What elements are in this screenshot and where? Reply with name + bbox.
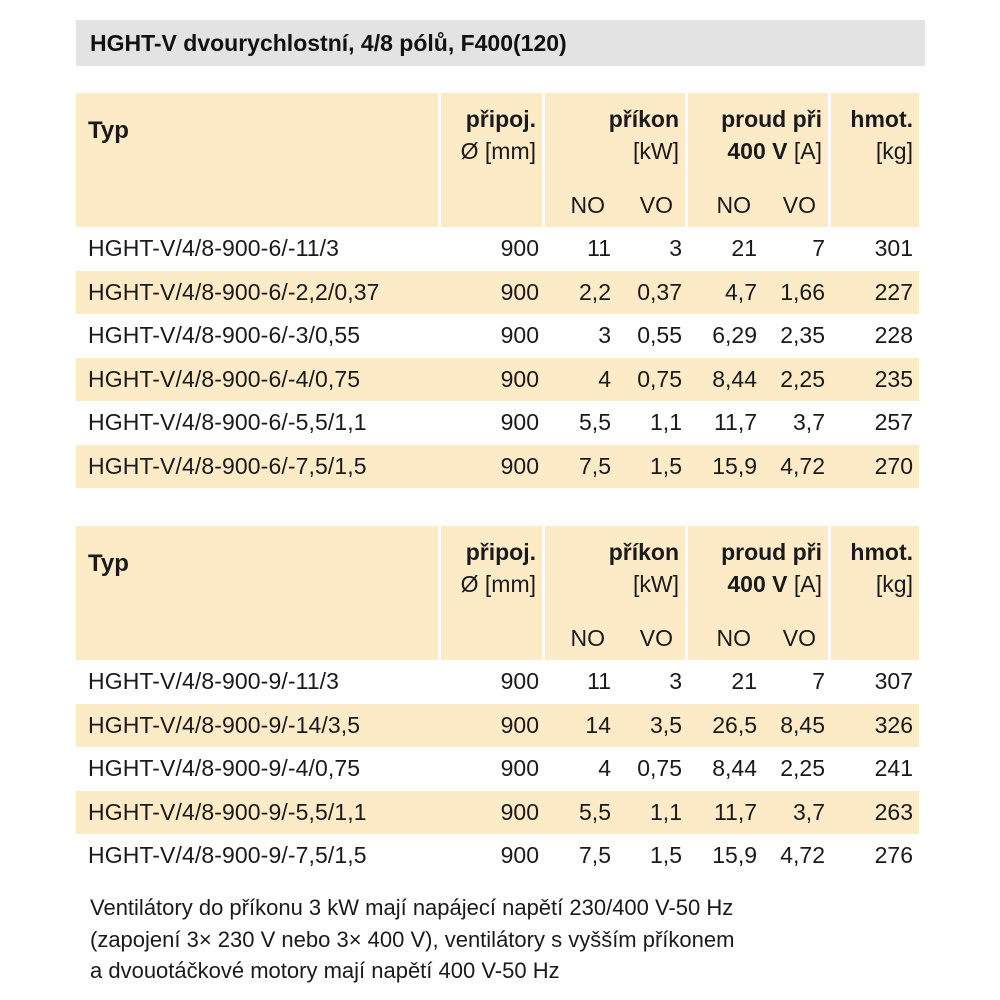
table-row <box>76 271 919 315</box>
cell-typ: HGHT-V/4/8-900-9/-14/3,5 <box>76 704 441 748</box>
cell-proud-no: 15,9 <box>688 445 763 489</box>
cell-hmot: 257 <box>874 409 913 436</box>
cell-typ: HGHT-V/4/8-900-6/-5,5/1,1 <box>88 409 367 436</box>
col-header-prikon-no: NO <box>545 183 617 227</box>
cell-proud-vo: 2,35 <box>780 322 825 349</box>
cell-typ: HGHT-V/4/8-900-6/-4/0,75 <box>76 358 441 402</box>
cell-proud-vo: 2,25 <box>780 755 825 782</box>
cell-hmot: 227 <box>831 271 919 315</box>
table-row <box>76 791 919 835</box>
table-row <box>76 358 919 402</box>
col-header-typ: Typ <box>76 526 441 660</box>
cell-prikon-vo: 0,75 <box>617 358 688 402</box>
cell-hmot: 276 <box>874 842 913 869</box>
footnote-line: (zapojení 3× 230 V nebo 3× 400 V), ventilátory s vyšším příkonem <box>90 926 735 952</box>
cell-pripoj: 900 <box>500 322 539 349</box>
cell-pripoj: 900 <box>441 358 545 402</box>
cell-prikon-vo: 1,5 <box>617 445 688 489</box>
cell-hmot: 263 <box>831 791 919 835</box>
cell-prikon-no: 14 <box>545 704 617 748</box>
cell-proud-vo: 7 <box>812 235 825 262</box>
cell-prikon-no: 11 <box>587 668 611 695</box>
cell-proud-no: 4,7 <box>688 271 763 315</box>
table-row <box>76 834 919 878</box>
cell-proud-vo: 3,7 <box>793 409 825 436</box>
cell-pripoj: 900 <box>441 791 545 835</box>
cell-prikon-no: 5,5 <box>579 409 611 436</box>
cell-proud-vo: 4,72 <box>780 842 825 869</box>
cell-proud-no: 21 <box>731 235 757 262</box>
spec-table-2 <box>76 526 919 878</box>
table-row <box>76 401 919 445</box>
cell-proud-no: 11,7 <box>688 791 763 835</box>
col-header-proud-vo: VO <box>763 616 831 660</box>
table-row <box>76 747 919 791</box>
col-header-proud-no: NO <box>688 183 763 227</box>
col-header-proud-vo: VO <box>763 183 831 227</box>
col-header-prikon: příkon [kW] <box>545 93 688 183</box>
cell-proud-vo: 2,25 <box>763 358 831 402</box>
col-header-hmot: hmot. [kg] <box>831 93 919 227</box>
col-header-typ: Typ <box>76 93 441 227</box>
table-row <box>76 704 919 748</box>
cell-hmot: 235 <box>831 358 919 402</box>
cell-prikon-no: 4 <box>545 358 617 402</box>
cell-hmot: 228 <box>874 322 913 349</box>
cell-pripoj: 900 <box>500 842 539 869</box>
cell-hmot: 241 <box>874 755 913 782</box>
cell-prikon-no: 7,5 <box>579 842 611 869</box>
cell-proud-no: 8,44 <box>712 755 757 782</box>
cell-hmot: 307 <box>874 668 913 695</box>
cell-proud-no: 21 <box>731 668 757 695</box>
spec-table-1 <box>76 93 919 488</box>
cell-typ: HGHT-V/4/8-900-6/-3/0,55 <box>88 322 361 349</box>
cell-prikon-vo: 0,55 <box>637 322 682 349</box>
col-header-prikon: příkon [kW] <box>545 526 688 616</box>
cell-pripoj: 900 <box>441 704 545 748</box>
footnote <box>90 892 970 987</box>
cell-hmot: 326 <box>831 704 919 748</box>
cell-pripoj: 900 <box>500 668 539 695</box>
cell-prikon-no: 11 <box>587 235 611 262</box>
cell-prikon-no: 7,5 <box>545 445 617 489</box>
col-header-proud-no: NO <box>688 616 763 660</box>
footnote-line: Ventilátory do příkonu 3 kW mají napájecí napětí 230/400 V-50 Hz <box>90 895 734 920</box>
cell-prikon-vo: 3 <box>669 668 682 695</box>
cell-typ: HGHT-V/4/8-900-6/-2,2/0,37 <box>76 271 441 315</box>
cell-proud-vo: 4,72 <box>763 445 831 489</box>
cell-prikon-vo: 3 <box>669 235 682 262</box>
col-header-hmot: hmot. [kg] <box>831 526 919 660</box>
cell-proud-no: 8,44 <box>688 358 763 402</box>
table-row <box>76 227 919 271</box>
cell-pripoj: 900 <box>441 271 545 315</box>
cell-proud-no: 15,9 <box>712 842 757 869</box>
col-header-pripoj: připoj. Ø [mm] <box>441 93 545 227</box>
cell-pripoj: 900 <box>441 445 545 489</box>
table-row <box>76 660 919 704</box>
cell-proud-no: 11,7 <box>713 409 757 436</box>
col-header-pripoj: připoj. Ø [mm] <box>441 526 545 660</box>
cell-proud-vo: 7 <box>812 668 825 695</box>
col-header-proud: proud při 400 V [A] <box>688 526 831 616</box>
cell-typ: HGHT-V/4/8-900-9/-4/0,75 <box>88 755 361 782</box>
cell-prikon-no: 3 <box>598 322 611 349</box>
section-title: HGHT-V dvourychlostní, 4/8 pólů, F400(120) <box>76 20 925 66</box>
cell-pripoj: 900 <box>500 755 539 782</box>
cell-prikon-no: 4 <box>598 755 611 782</box>
col-header-prikon-vo: VO <box>617 183 688 227</box>
cell-prikon-vo: 0,75 <box>637 755 682 782</box>
cell-prikon-vo: 0,37 <box>617 271 688 315</box>
cell-typ: HGHT-V/4/8-900-9/-11/3 <box>88 668 340 695</box>
cell-prikon-vo: 3,5 <box>617 704 688 748</box>
cell-typ: HGHT-V/4/8-900-6/-7,5/1,5 <box>76 445 441 489</box>
col-header-prikon-vo: VO <box>617 616 688 660</box>
cell-proud-vo: 1,66 <box>763 271 831 315</box>
table-row <box>76 314 919 358</box>
cell-pripoj: 900 <box>500 409 539 436</box>
col-header-prikon-no: NO <box>545 616 617 660</box>
cell-typ: HGHT-V/4/8-900-9/-5,5/1,1 <box>76 791 441 835</box>
cell-typ: HGHT-V/4/8-900-6/-11/3 <box>88 235 340 262</box>
cell-prikon-vo: 1,1 <box>617 791 688 835</box>
cell-prikon-vo: 1,1 <box>650 409 682 436</box>
cell-proud-no: 26,5 <box>688 704 763 748</box>
col-header-proud: proud při 400 V [A] <box>688 93 831 183</box>
cell-pripoj: 900 <box>500 235 539 262</box>
cell-typ: HGHT-V/4/8-900-9/-7,5/1,5 <box>88 842 367 869</box>
cell-prikon-no: 2,2 <box>545 271 617 315</box>
footnote-line: a dvouotáčkové motory mají napětí 400 V-50 Hz <box>90 958 560 983</box>
cell-hmot: 301 <box>874 235 913 262</box>
table-row <box>76 445 919 489</box>
cell-prikon-vo: 1,5 <box>650 842 682 869</box>
cell-proud-no: 6,29 <box>712 322 757 349</box>
cell-prikon-no: 5,5 <box>545 791 617 835</box>
cell-hmot: 270 <box>831 445 919 489</box>
cell-proud-vo: 8,45 <box>763 704 831 748</box>
cell-proud-vo: 3,7 <box>763 791 831 835</box>
